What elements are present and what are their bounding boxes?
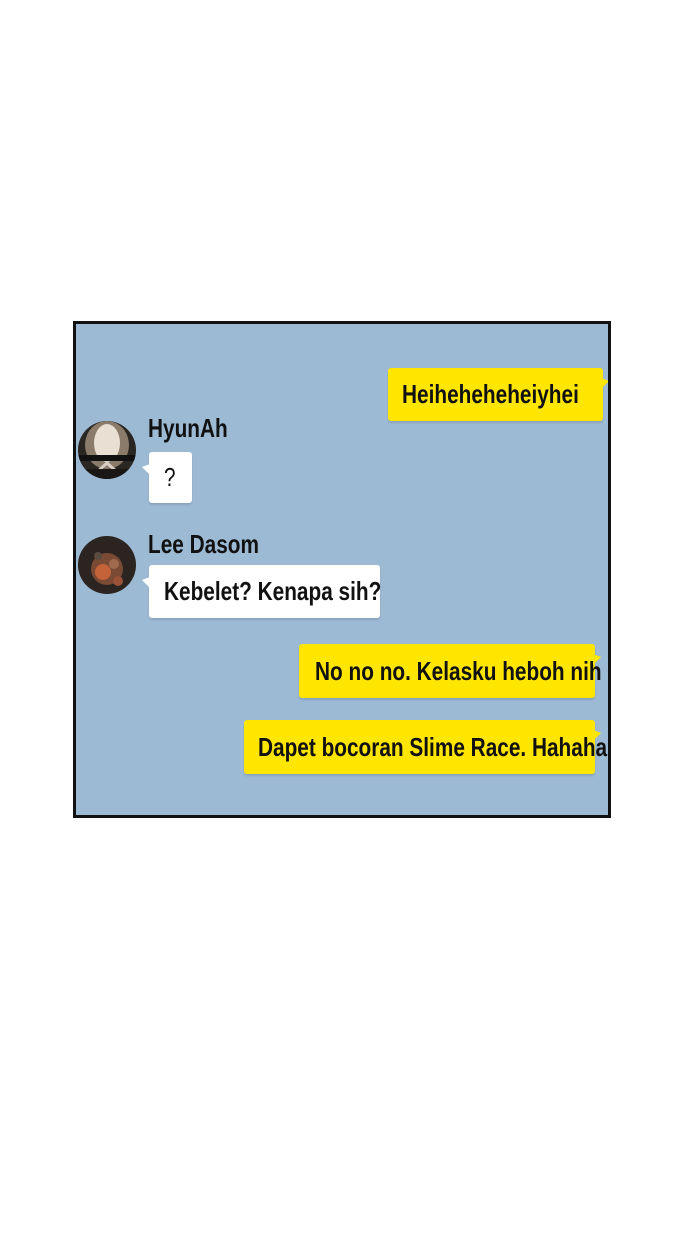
- chat-panel: [73, 321, 611, 818]
- message-text: No no no. Kelasku heboh nih: [315, 655, 602, 686]
- incoming-message-bubble: [149, 565, 380, 618]
- message-text: ?: [164, 462, 176, 492]
- outgoing-message-bubble: [299, 644, 602, 698]
- avatar-lee-dasom[interactable]: [78, 536, 136, 594]
- message-text: Kebelet? Kenapa sih?: [164, 576, 382, 606]
- avatar-hyunah[interactable]: [78, 421, 136, 479]
- sender-name-lee-dasom: Lee Dasom: [148, 529, 259, 559]
- outgoing-message-bubble: [388, 368, 603, 421]
- outgoing-message-bubble: [244, 720, 608, 774]
- sender-name-hyunah: HyunAh: [148, 413, 228, 443]
- message-text: Dapet bocoran Slime Race. Hahaha: [258, 731, 608, 762]
- incoming-message-bubble: [149, 452, 192, 503]
- message-text: Heiheheheheiyhei: [402, 379, 579, 409]
